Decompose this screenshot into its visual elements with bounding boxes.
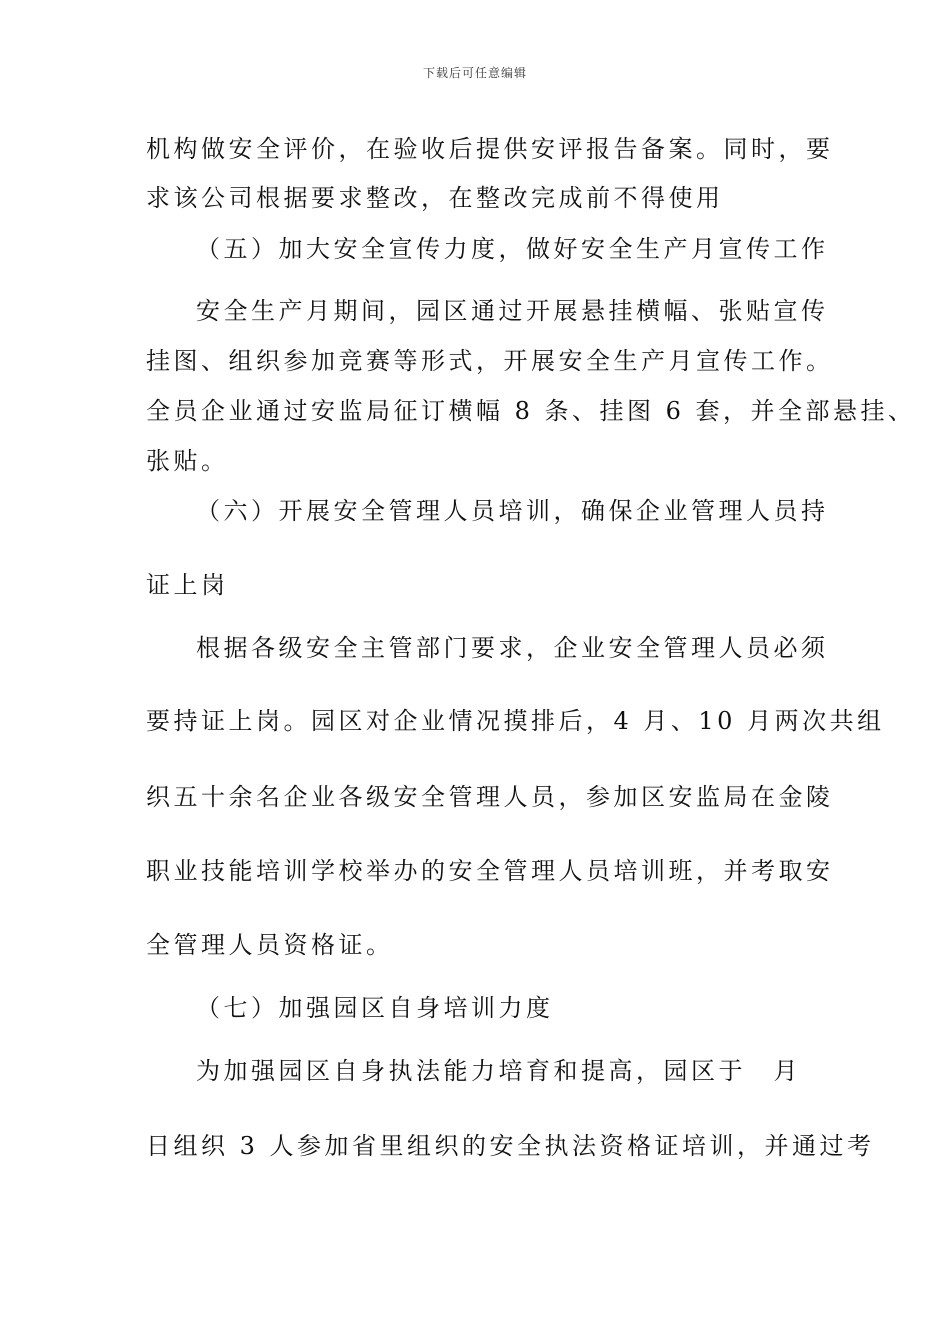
body-line: 日组织 3 人参加省里组织的安全执法资格证培训，并通过考 xyxy=(146,1132,875,1160)
body-line: 安全生产月期间，园区通过开展悬挂横幅、张贴宣传 xyxy=(196,297,829,325)
body-line: 机构做安全评价，在验收后提供安评报告备案。同时，要 xyxy=(146,135,834,163)
body-line: 为加强园区自身执法能力培育和提高，园区于 月 xyxy=(196,1057,801,1085)
section-heading-7: （七）加强园区自身培训力度 xyxy=(196,994,554,1022)
section-heading-5: （五）加大安全宣传力度，做好安全生产月宣传工作 xyxy=(196,235,829,263)
body-line: 证上岗 xyxy=(146,571,229,599)
body-line: 挂图、组织参加竞赛等形式，开展安全生产月宣传工作。 xyxy=(146,347,834,375)
page-header: 下载后可任意编辑 xyxy=(422,66,527,80)
body-line: 织五十余名企业各级安全管理人员，参加区安监局在金陵 xyxy=(146,783,834,811)
body-line: 职业技能培训学校举办的安全管理人员培训班，并考取安 xyxy=(146,857,834,885)
body-line: 求该公司根据要求整改，在整改完成前不得使用 xyxy=(146,184,724,212)
body-line: 要持证上岗。园区对企业情况摸排后，4 月、10 月两次共组 xyxy=(146,707,885,735)
body-line: 全员企业通过安监局征订横幅 8 条、挂图 6 套，并全部悬挂、 xyxy=(146,397,916,425)
section-heading-6: （六）开展安全管理人员培训，确保企业管理人员持 xyxy=(196,497,829,525)
body-line: 张贴。 xyxy=(146,447,229,475)
body-line: 全管理人员资格证。 xyxy=(146,931,394,959)
body-line: 根据各级安全主管部门要求，企业安全管理人员必须 xyxy=(196,634,829,662)
